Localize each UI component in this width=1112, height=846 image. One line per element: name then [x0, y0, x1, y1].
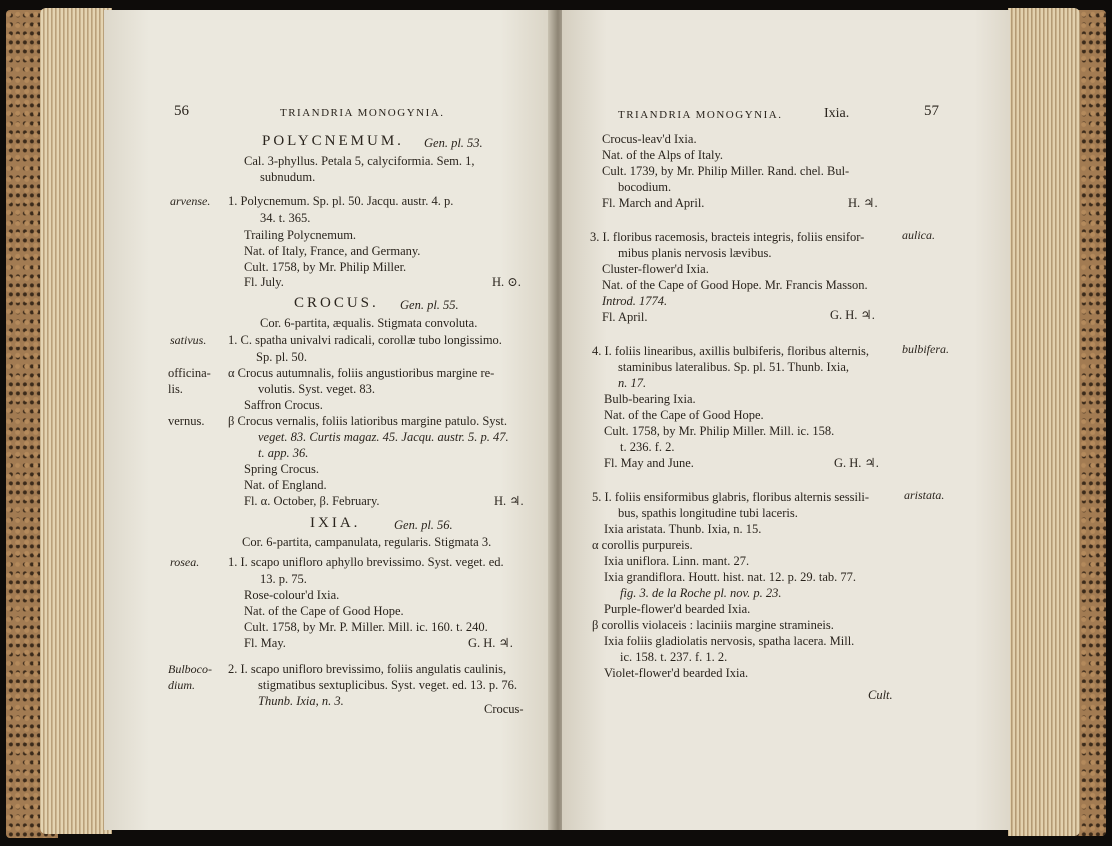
habitat-symbol: G. H. ♃. — [830, 308, 875, 322]
species-line: 4. I. foliis linearibus, axillis bulbiferis, floribus alternis, — [592, 344, 870, 358]
species-line: Rose-colour'd Ixia. — [244, 588, 340, 602]
right-page-edges — [1008, 8, 1080, 836]
running-head: TRIANDRIA MONOGYNIA. — [618, 109, 783, 121]
species-line: Cult. 1758, by Mr. Philip Miller. Mill. ic. 158. — [604, 424, 835, 438]
catchword: Cult. — [868, 688, 893, 702]
species-line: β corollis violaceis : laciniis margine stramineis. — [592, 618, 834, 632]
habitat-symbol: H. ♃. — [494, 494, 524, 508]
species-line: 1. I. scapo unifloro aphyllo brevissimo. Syst. veget. ed. — [228, 555, 504, 569]
species-line: 13. p. 75. — [260, 572, 307, 586]
page-number: 56 — [174, 103, 189, 119]
habitat-symbol: H. ♃. — [848, 196, 878, 210]
species-line: Nat. of the Cape of Good Hope. — [604, 408, 764, 422]
species-line: volutis. Syst. veget. 83. — [258, 382, 376, 396]
margin-species-name: sativus. — [170, 333, 207, 347]
genus-character: Cal. 3-phyllus. Petala 5, calyciformia. Sem. 1, — [244, 154, 475, 168]
species-line: Spring Crocus. — [244, 462, 319, 476]
species-line: Introd. 1774. — [602, 294, 668, 308]
margin-species-name: rosea. — [170, 555, 200, 569]
species-line: Ixia aristata. Thunb. Ixia, n. 15. — [604, 522, 762, 536]
species-line: Saffron Crocus. — [244, 398, 323, 412]
margin-variety-name: officina- — [168, 366, 211, 380]
left-page-edges — [40, 8, 112, 834]
species-line: 5. I. foliis ensiformibus glabris, floribus alternis sessili- — [592, 490, 870, 504]
species-line: Thunb. Ixia, n. 3. — [258, 694, 344, 708]
margin-species-name: arvense. — [170, 194, 211, 208]
habitat-symbol: G. H. ♃. — [834, 456, 879, 470]
species-line: Sp. pl. 50. — [256, 350, 308, 364]
species-line: veget. 83. Curtis magaz. 45. Jacqu. austr. 5. p. 47. — [258, 430, 509, 444]
species-line: Fl. May and June. — [604, 456, 694, 470]
species-line: 1. C. spatha univalvi radicali, corollæ tubo longissimo. — [228, 333, 502, 347]
species-line: Fl. May. — [244, 636, 286, 650]
species-line: Crocus-leav'd Ixia. — [602, 132, 697, 146]
species-line: t. 236. f. 2. — [620, 440, 675, 454]
margin-variety-name: lis. — [168, 382, 183, 396]
margin-species-name: Bulboco- — [168, 662, 212, 676]
margin-species-name: aristata. — [904, 488, 945, 502]
species-line: Nat. of Italy, France, and Germany. — [244, 244, 421, 258]
species-line: fig. 3. de la Roche pl. nov. p. 23. — [620, 586, 782, 600]
species-line: Trailing Polycnemum. — [244, 228, 357, 242]
habitat-symbol: H. ⊙. — [492, 275, 521, 289]
genus-reference: Gen. pl. 53. — [424, 136, 483, 150]
species-line: Bulb-bearing Ixia. — [604, 392, 696, 406]
species-line: stigmatibus sextuplicibus. Syst. veget. ed. 13. p. 76. — [258, 678, 518, 692]
margin-species-name: aulica. — [902, 228, 935, 242]
species-line: n. 17. — [618, 376, 647, 390]
margin-species-name: dium. — [168, 678, 195, 692]
habitat-symbol: G. H. ♃. — [468, 636, 513, 650]
species-line: ic. 158. t. 237. f. 1. 2. — [620, 650, 728, 664]
species-line: Cluster-flower'd Ixia. — [602, 262, 709, 276]
species-line: α corollis purpureis. — [592, 538, 693, 552]
species-line: Fl. α. October, β. February. — [244, 494, 380, 508]
species-line: Violet-flower'd bearded Ixia. — [604, 666, 749, 680]
species-line: Fl. April. — [602, 310, 648, 324]
genus-running-head: Ixia. — [824, 106, 850, 121]
species-line: Nat. of the Cape of Good Hope. — [244, 604, 404, 618]
genus-heading: POLYCNEMUM. — [262, 133, 404, 149]
genus-character: Cor. 6-partita, æqualis. Stigmata convoluta. — [260, 316, 478, 330]
genus-character: subnudum. — [260, 170, 316, 184]
species-line: t. app. 36. — [258, 446, 309, 460]
species-line: bus, spathis longitudine tubi laceris. — [618, 506, 798, 520]
species-line: 2. I. scapo unifloro brevissimo, foliis angulatis caulinis, — [228, 662, 507, 676]
species-line: Nat. of the Cape of Good Hope. Mr. Francis Masson. — [602, 278, 868, 292]
species-line: Cult. 1739, by Mr. Philip Miller. Rand. chel. Bul- — [602, 164, 850, 178]
left-page — [104, 10, 554, 830]
species-line: Ixia foliis gladiolatis nervosis, spatha lacera. Mill. — [604, 634, 855, 648]
species-line: Fl. July. — [244, 275, 284, 289]
genus-reference: Gen. pl. 55. — [400, 298, 459, 312]
species-line: 1. Polycnemum. Sp. pl. 50. Jacqu. austr. 4. p. — [228, 194, 454, 208]
margin-variety-name: vernus. — [168, 414, 205, 428]
species-line: 3. I. floribus racemosis, bracteis integris, foliis ensifor- — [590, 230, 865, 244]
species-line: staminibus lateralibus. Sp. pl. 51. Thunb. Ixia, — [618, 360, 849, 374]
species-line: Cult. 1758, by Mr. P. Miller. Mill. ic. 160. t. 240. — [244, 620, 488, 634]
species-line: 34. t. 365. — [260, 211, 311, 225]
species-line: α Crocus autumnalis, foliis angustioribus margine re- — [228, 366, 495, 380]
species-line: Cult. 1758, by Mr. Philip Miller. — [244, 260, 407, 274]
page-number: 57 — [924, 103, 939, 119]
margin-species-name: bulbifera. — [902, 342, 949, 356]
species-line: Ixia grandiflora. Houtt. hist. nat. 12. p. 29. tab. 77. — [604, 570, 857, 584]
species-line: Fl. March and April. — [602, 196, 705, 210]
species-line: Ixia uniflora. Linn. mant. 27. — [604, 554, 750, 568]
species-line: mibus planis nervosis lævibus. — [618, 246, 772, 260]
species-line: β Crocus vernalis, foliis latioribus margine patulo. Syst. — [228, 414, 508, 428]
species-line: bocodium. — [618, 180, 672, 194]
species-line: Purple-flower'd bearded Ixia. — [604, 602, 751, 616]
running-head: TRIANDRIA MONOGYNIA. — [280, 107, 445, 119]
genus-character: Cor. 6-partita, campanulata, regularis. Stigmata 3. — [242, 535, 492, 549]
catchword: Crocus- — [484, 702, 524, 716]
genus-reference: Gen. pl. 56. — [394, 518, 453, 532]
genus-heading: CROCUS. — [294, 295, 379, 311]
species-line: Nat. of the Alps of Italy. — [602, 148, 724, 162]
right-page — [562, 10, 1010, 830]
genus-heading: IXIA. — [310, 515, 361, 531]
species-line: Nat. of England. — [244, 478, 327, 492]
